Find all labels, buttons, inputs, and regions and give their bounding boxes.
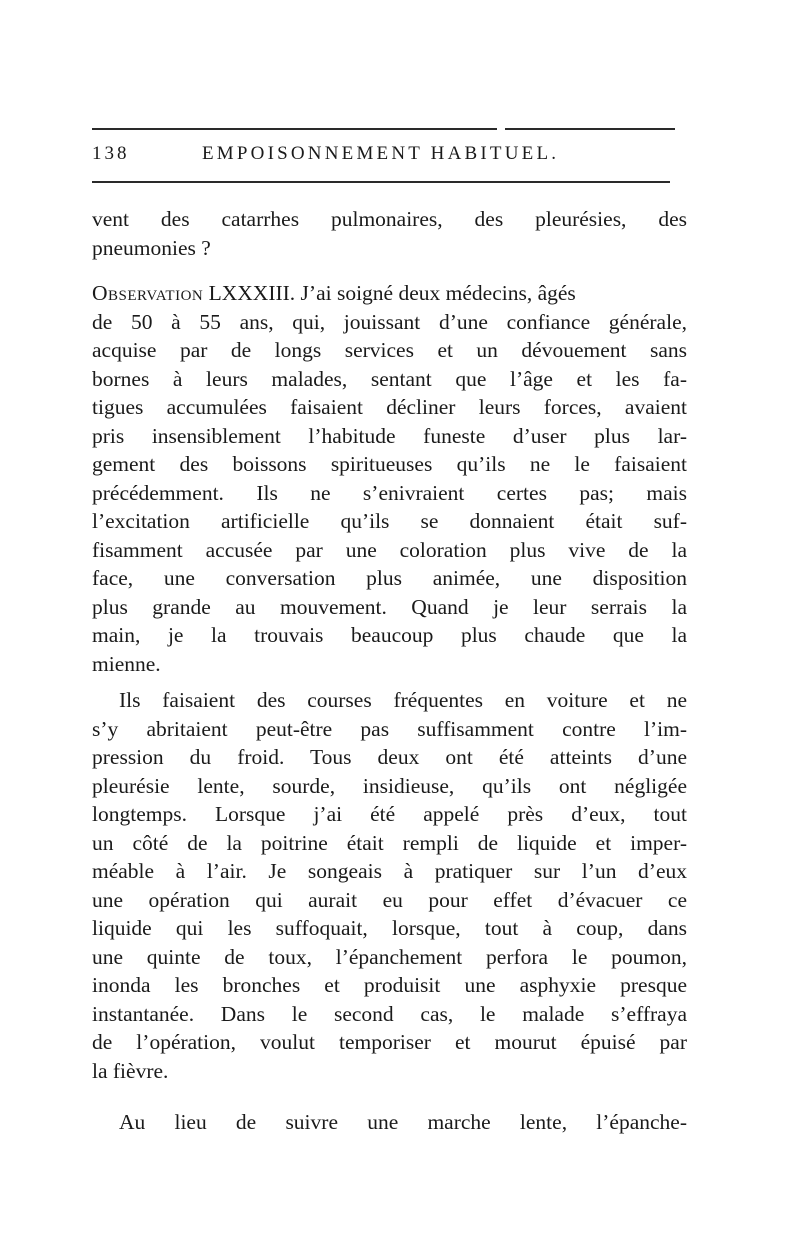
text-line: une quinte de toux, l’épanchement perfora le poumon,: [92, 944, 687, 969]
text-line: mienne.: [92, 651, 161, 676]
text-line: pneumonies ?: [92, 235, 211, 260]
text-line: s’y abritaient peut-être pas suffisamment contre l’im-: [92, 716, 687, 741]
text-line: gement des boissons spiritueuses qu’ils ne le faisaient: [92, 452, 687, 476]
text-line: l’excitation artificielle qu’ils se donnaient était suf-: [92, 509, 687, 533]
text-line: précédemment. Ils ne s’enivraient certes pas; mais: [92, 480, 687, 505]
text-line: liquide qui les suffoquait, lorsque, tout à coup, dans: [92, 916, 687, 940]
text-line: Au lieu de suivre une marche lente, l’épanche-: [119, 1110, 687, 1134]
text-line: [92, 279, 687, 308]
text-line: pris insensiblement l’habitude funeste d’user plus lar-: [92, 423, 687, 448]
text-line: acquise par de longs services et un dévouement sans: [92, 338, 687, 362]
paragraph-3: [92, 686, 687, 1085]
text-line: de l’opération, voulut temporiser et mourut épuisé par: [92, 1030, 687, 1054]
text-line: pleurésie lente, sourde, insidieuse, qu’ils ont négligée: [92, 773, 687, 798]
observation-first-line: LXXXIII. J’ai soigné deux médecins, âgés: [203, 281, 576, 305]
paragraph-1: [92, 205, 687, 262]
text-line: pression du froid. Tous deux ont été atteints d’une: [92, 745, 687, 769]
text-line: plus grande au mouvement. Quand je leur serrais la: [92, 594, 687, 619]
header-top-rule-right: [505, 128, 675, 130]
text-line: face, une conversation plus animée, une disposition: [92, 566, 687, 590]
observation-label: Observation: [92, 281, 204, 305]
text-line: méable à l’air. Je songeais à pratiquer sur l’un d’eux: [92, 859, 687, 883]
text-line: tigues accumulées faisaient décliner leurs forces, avaient: [92, 395, 687, 419]
header-bottom-rule: [92, 181, 670, 183]
text-line: longtemps. Lorsque j’ai été appelé près d’eux, tout: [92, 802, 687, 826]
text-line: bornes à leurs malades, sentant que l’âge et les fa-: [92, 366, 687, 391]
running-title: EMPOISONNEMENT HABITUEL.: [202, 143, 560, 164]
text-line: Ils faisaient des courses fréquentes en voiture et ne: [119, 688, 687, 712]
text-line: un côté de la poitrine était rempli de liquide et imper-: [92, 830, 687, 855]
text-line: main, je la trouvais beaucoup plus chaude que la: [92, 623, 687, 647]
header-top-rule-left: [92, 128, 497, 130]
body-text: [92, 205, 687, 1137]
text-line: de 50 à 55 ans, qui, jouissant d’une confiance générale,: [92, 309, 687, 334]
paragraph-4: [92, 1108, 687, 1137]
text-line: inonda les bronches et produisit une asphyxie presque: [92, 973, 687, 997]
text-line: vent des catarrhes pulmonaires, des pleurésies, des: [92, 207, 687, 231]
text-line: la fièvre.: [92, 1058, 169, 1083]
paragraph-observation: [92, 279, 687, 678]
text-line: instantanée. Dans le second cas, le malade s’effraya: [92, 1001, 687, 1026]
text-line: fisamment accusée par une coloration plus vive de la: [92, 537, 687, 562]
running-header: [92, 143, 670, 173]
text-line: une opération qui aurait eu pour effet d’évacuer ce: [92, 887, 687, 912]
page-number: 138: [92, 143, 130, 164]
